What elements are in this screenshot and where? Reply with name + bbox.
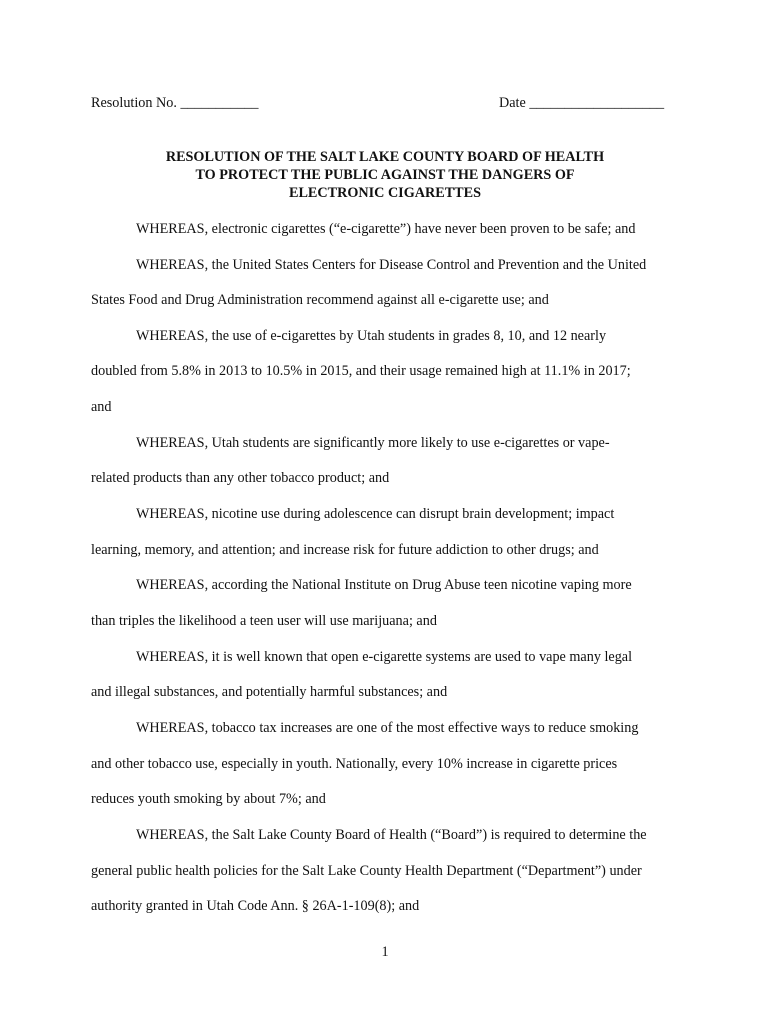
body-line: WHEREAS, Utah students are significantly more likely to use e-cigarettes or vape- xyxy=(136,435,610,451)
body-line: WHEREAS, according the National Institute on Drug Abuse teen nicotine vaping more xyxy=(136,577,632,593)
body-line: general public health policies for the Salt Lake County Health Department (“Department”) under xyxy=(91,863,642,879)
body-line: WHEREAS, electronic cigarettes (“e-cigarette”) have never been proven to be safe; and xyxy=(136,221,636,237)
document-title-line-1: RESOLUTION OF THE SALT LAKE COUNTY BOARD OF HEALTH xyxy=(165,149,605,165)
body-line: and other tobacco use, especially in youth. Nationally, every 10% increase in cigarette prices xyxy=(91,756,618,772)
body-line: WHEREAS, the Salt Lake County Board of Health (“Board”) is required to determine the xyxy=(136,827,647,843)
body-line: WHEREAS, it is well known that open e-cigarette systems are used to vape many legal xyxy=(136,649,633,665)
body-line: WHEREAS, the United States Centers for Disease Control and Prevention and the United xyxy=(136,257,647,273)
resolution-number-label: Resolution No. ___________ xyxy=(91,95,259,111)
body-line: learning, memory, and attention; and increase risk for future addiction to other drugs; and xyxy=(91,542,599,558)
page-number: 1 xyxy=(381,944,389,960)
body-line: WHEREAS, tobacco tax increases are one of the most effective ways to reduce smoking xyxy=(136,720,639,736)
body-line: doubled from 5.8% in 2013 to 10.5% in 2015, and their usage remained high at 11.1% in 2017; xyxy=(91,363,631,379)
date-label: Date ___________________ xyxy=(499,95,665,111)
body-line: related products than any other tobacco product; and xyxy=(91,470,390,486)
document-title-line-2: TO PROTECT THE PUBLIC AGAINST THE DANGERS OF xyxy=(195,167,575,183)
body-line: and xyxy=(91,399,112,415)
body-line: reduces youth smoking by about 7%; and xyxy=(91,791,326,807)
document-title-line-3: ELECTRONIC CIGARETTES xyxy=(289,185,481,201)
body-line: WHEREAS, nicotine use during adolescence can disrupt brain development; impact xyxy=(136,506,615,522)
body-line: and illegal substances, and potentially harmful substances; and xyxy=(91,684,448,700)
body-line: WHEREAS, the use of e-cigarettes by Utah students in grades 8, 10, and 12 nearly xyxy=(136,328,607,344)
body-line: States Food and Drug Administration recommend against all e-cigarette use; and xyxy=(91,292,549,308)
body-line: authority granted in Utah Code Ann. § 26A-1-109(8); and xyxy=(91,898,420,914)
body-line: than triples the likelihood a teen user will use marijuana; and xyxy=(91,613,437,629)
